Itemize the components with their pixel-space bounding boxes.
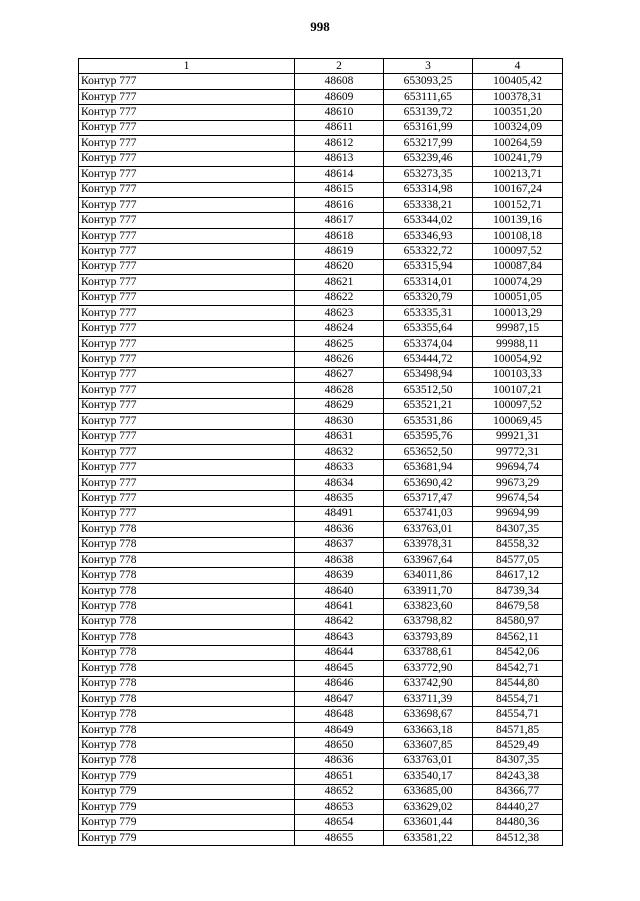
table-row [79,197,563,212]
coordinate-y-cell: 84580,97 [473,614,563,629]
table-row [79,722,563,737]
point-number-cell: 48653 [295,800,384,815]
coordinate-x-cell: 633742,90 [384,676,473,691]
coordinate-x-cell: 653314,98 [384,182,473,197]
coordinate-x-cell: 633581,22 [384,830,473,845]
point-number-cell: 48646 [295,676,384,691]
table-row [79,784,563,799]
coordinates-table [78,58,563,846]
coordinate-y-cell: 100103,33 [473,367,563,382]
point-number-cell: 48628 [295,383,384,398]
contour-name-cell: Контур 777 [79,383,295,398]
coordinate-y-cell: 100107,21 [473,383,563,398]
contour-name-cell: Контур 778 [79,553,295,568]
point-number-cell: 48637 [295,537,384,552]
contour-name-cell: Контур 777 [79,321,295,336]
coordinate-y-cell: 84440,27 [473,800,563,815]
coordinate-y-cell: 84739,34 [473,583,563,598]
coordinate-y-cell: 100069,45 [473,414,563,429]
coordinate-x-cell: 653498,94 [384,367,473,382]
coordinate-x-cell: 653139,72 [384,105,473,120]
contour-name-cell: Контур 777 [79,74,295,89]
table-row [79,460,563,475]
point-number-cell: 48639 [295,568,384,583]
contour-name-cell: Контур 777 [79,444,295,459]
coordinate-x-cell: 653111,65 [384,89,473,104]
table-row [79,321,563,336]
point-number-cell: 48621 [295,275,384,290]
point-number-cell: 48636 [295,753,384,768]
coordinate-x-cell: 634011,86 [384,568,473,583]
point-number-cell: 48614 [295,167,384,182]
coordinate-y-cell: 84307,35 [473,522,563,537]
table-row [79,599,563,614]
coordinate-x-cell: 653344,02 [384,213,473,228]
column-header-2: 2 [295,59,384,74]
coordinate-y-cell: 84243,38 [473,769,563,784]
coordinate-y-cell: 100324,09 [473,120,563,135]
point-number-cell: 48612 [295,136,384,151]
table-row [79,475,563,490]
table-row [79,151,563,166]
contour-name-cell: Контур 777 [79,151,295,166]
contour-name-cell: Контур 778 [79,645,295,660]
coordinate-y-cell: 99694,74 [473,460,563,475]
contour-name-cell: Контур 777 [79,367,295,382]
point-number-cell: 48650 [295,738,384,753]
point-number-cell: 48638 [295,553,384,568]
table-row [79,336,563,351]
contour-name-cell: Контур 777 [79,275,295,290]
contour-name-cell: Контур 777 [79,506,295,521]
coordinate-x-cell: 633711,39 [384,691,473,706]
coordinate-x-cell: 633698,67 [384,707,473,722]
point-number-cell: 48624 [295,321,384,336]
contour-name-cell: Контур 778 [79,676,295,691]
contour-name-cell: Контур 777 [79,213,295,228]
table-row [79,553,563,568]
contour-name-cell: Контур 778 [79,661,295,676]
coordinate-x-cell: 653315,94 [384,259,473,274]
coordinate-x-cell: 653690,42 [384,475,473,490]
point-number-cell: 48647 [295,691,384,706]
table-row [79,830,563,845]
point-number-cell: 48649 [295,722,384,737]
point-number-cell: 48633 [295,460,384,475]
point-number-cell: 48609 [295,89,384,104]
coordinate-y-cell: 99694,99 [473,506,563,521]
point-number-cell: 48613 [295,151,384,166]
point-number-cell: 48643 [295,630,384,645]
coordinate-y-cell: 84554,71 [473,707,563,722]
contour-name-cell: Контур 777 [79,352,295,367]
contour-name-cell: Контур 778 [79,568,295,583]
coordinate-y-cell: 84307,35 [473,753,563,768]
coordinate-x-cell: 633798,82 [384,614,473,629]
point-number-cell: 48635 [295,491,384,506]
coordinate-x-cell: 633685,00 [384,784,473,799]
coordinate-x-cell: 653320,79 [384,290,473,305]
coordinate-y-cell: 84617,12 [473,568,563,583]
coordinate-y-cell: 100087,84 [473,259,563,274]
coordinate-y-cell: 84512,38 [473,830,563,845]
table-row [79,522,563,537]
coordinate-x-cell: 653374,04 [384,336,473,351]
contour-name-cell: Контур 779 [79,815,295,830]
table-row [79,444,563,459]
coordinate-y-cell: 100097,52 [473,398,563,413]
point-number-cell: 48631 [295,429,384,444]
coordinate-x-cell: 653338,21 [384,197,473,212]
coordinate-y-cell: 99988,11 [473,336,563,351]
coordinate-x-cell: 653217,99 [384,136,473,151]
coordinate-y-cell: 100051,05 [473,290,563,305]
coordinate-x-cell: 653595,76 [384,429,473,444]
coordinate-x-cell: 653681,94 [384,460,473,475]
page-number: 998 [310,19,330,34]
coordinate-x-cell: 633772,90 [384,661,473,676]
contour-name-cell: Контур 778 [79,691,295,706]
coordinate-y-cell: 100097,52 [473,244,563,259]
table-row [79,800,563,815]
column-header-4: 4 [473,59,563,74]
coordinate-y-cell: 84571,85 [473,722,563,737]
point-number-cell: 48651 [295,769,384,784]
coordinate-y-cell: 84366,77 [473,784,563,799]
coordinate-y-cell: 84480,36 [473,815,563,830]
point-number-cell: 48491 [295,506,384,521]
contour-name-cell: Контур 777 [79,120,295,135]
coordinate-x-cell: 633788,61 [384,645,473,660]
coordinate-y-cell: 100152,71 [473,197,563,212]
point-number-cell: 48629 [295,398,384,413]
table-row [79,89,563,104]
coordinate-x-cell: 653355,64 [384,321,473,336]
coordinate-y-cell: 84542,71 [473,661,563,676]
table-row [79,568,563,583]
contour-name-cell: Контур 777 [79,259,295,274]
table-row [79,367,563,382]
contour-name-cell: Контур 777 [79,290,295,305]
point-number-cell: 48652 [295,784,384,799]
coordinate-x-cell: 653444,72 [384,352,473,367]
table-row [79,707,563,722]
table-row [79,383,563,398]
point-number-cell: 48611 [295,120,384,135]
coordinate-y-cell: 84558,32 [473,537,563,552]
table-row [79,213,563,228]
coordinate-x-cell: 633967,64 [384,553,473,568]
coordinate-y-cell: 99987,15 [473,321,563,336]
coordinate-x-cell: 633911,70 [384,583,473,598]
coordinate-y-cell: 100139,16 [473,213,563,228]
coordinate-x-cell: 653239,46 [384,151,473,166]
coordinate-y-cell: 100241,79 [473,151,563,166]
contour-name-cell: Контур 777 [79,228,295,243]
contour-name-cell: Контур 778 [79,583,295,598]
table-row [79,753,563,768]
table-row [79,630,563,645]
table-row [79,429,563,444]
coordinate-x-cell: 653314,01 [384,275,473,290]
coordinate-x-cell: 653335,31 [384,306,473,321]
point-number-cell: 48625 [295,336,384,351]
coordinate-x-cell: 653273,35 [384,167,473,182]
contour-name-cell: Контур 777 [79,398,295,413]
contour-name-cell: Контур 777 [79,414,295,429]
table-row [79,661,563,676]
coordinate-x-cell: 633663,18 [384,722,473,737]
point-number-cell: 48617 [295,213,384,228]
contour-name-cell: Контур 777 [79,429,295,444]
contour-name-cell: Контур 777 [79,336,295,351]
point-number-cell: 48640 [295,583,384,598]
coordinate-y-cell: 100378,31 [473,89,563,104]
table-row [79,228,563,243]
coordinate-x-cell: 633540,17 [384,769,473,784]
point-number-cell: 48642 [295,614,384,629]
table-row [79,136,563,151]
column-header-1: 1 [79,59,295,74]
point-number-cell: 48634 [295,475,384,490]
contour-name-cell: Контур 779 [79,800,295,815]
contour-name-cell: Контур 778 [79,738,295,753]
point-number-cell: 48641 [295,599,384,614]
coordinate-y-cell: 99772,31 [473,444,563,459]
contour-name-cell: Контур 777 [79,491,295,506]
table-row [79,182,563,197]
coordinate-y-cell: 84679,58 [473,599,563,614]
coordinate-x-cell: 653346,93 [384,228,473,243]
contour-name-cell: Контур 777 [79,475,295,490]
table-row [79,414,563,429]
point-number-cell: 48622 [295,290,384,305]
coordinate-x-cell: 633978,31 [384,537,473,552]
table-row [79,290,563,305]
table-row [79,275,563,290]
point-number-cell: 48608 [295,74,384,89]
table-body [79,74,563,846]
table-row [79,352,563,367]
table-row [79,398,563,413]
contour-name-cell: Контур 778 [79,614,295,629]
coordinate-y-cell: 100405,42 [473,74,563,89]
point-number-cell: 48620 [295,259,384,274]
contour-name-cell: Контур 778 [79,753,295,768]
point-number-cell: 48616 [295,197,384,212]
table-row [79,815,563,830]
point-number-cell: 48627 [295,367,384,382]
coordinate-y-cell: 100054,92 [473,352,563,367]
table-row [79,167,563,182]
contour-name-cell: Контур 778 [79,707,295,722]
point-number-cell: 48623 [295,306,384,321]
coordinate-x-cell: 633793,89 [384,630,473,645]
point-number-cell: 48626 [295,352,384,367]
coordinate-y-cell: 100108,18 [473,228,563,243]
table-row [79,120,563,135]
coordinate-x-cell: 653093,25 [384,74,473,89]
contour-name-cell: Контур 777 [79,182,295,197]
table-row [79,506,563,521]
contour-name-cell: Контур 778 [79,522,295,537]
point-number-cell: 48648 [295,707,384,722]
table-row [79,645,563,660]
table-row [79,105,563,120]
coordinate-x-cell: 653531,86 [384,414,473,429]
table-row [79,583,563,598]
table-header-row [79,59,563,74]
contour-name-cell: Контур 779 [79,830,295,845]
coordinate-y-cell: 100074,29 [473,275,563,290]
coordinate-x-cell: 653512,50 [384,383,473,398]
table-row [79,614,563,629]
coordinate-y-cell: 100013,29 [473,306,563,321]
table-row [79,537,563,552]
coordinate-y-cell: 84542,06 [473,645,563,660]
contour-name-cell: Контур 779 [79,769,295,784]
coordinate-y-cell: 84529,49 [473,738,563,753]
coordinate-y-cell: 100264,59 [473,136,563,151]
coordinate-x-cell: 633823,60 [384,599,473,614]
table-row [79,691,563,706]
table-row [79,676,563,691]
contour-name-cell: Контур 777 [79,306,295,321]
coordinate-y-cell: 99674,54 [473,491,563,506]
coordinate-y-cell: 84554,71 [473,691,563,706]
coordinate-y-cell: 100167,24 [473,182,563,197]
table-row [79,244,563,259]
contour-name-cell: Контур 777 [79,105,295,120]
point-number-cell: 48655 [295,830,384,845]
coordinate-x-cell: 653521,21 [384,398,473,413]
point-number-cell: 48636 [295,522,384,537]
table-row [79,491,563,506]
table-row [79,259,563,274]
coordinate-x-cell: 653322,72 [384,244,473,259]
point-number-cell: 48654 [295,815,384,830]
column-header-3: 3 [384,59,473,74]
coordinate-x-cell: 633763,01 [384,522,473,537]
coordinate-x-cell: 653652,50 [384,444,473,459]
table-row [79,769,563,784]
coordinate-x-cell: 633601,44 [384,815,473,830]
coordinate-y-cell: 99673,29 [473,475,563,490]
contour-name-cell: Контур 778 [79,722,295,737]
point-number-cell: 48619 [295,244,384,259]
coordinate-x-cell: 633629,02 [384,800,473,815]
point-number-cell: 48615 [295,182,384,197]
contour-name-cell: Контур 777 [79,136,295,151]
contour-name-cell: Контур 777 [79,167,295,182]
contour-name-cell: Контур 779 [79,784,295,799]
point-number-cell: 48644 [295,645,384,660]
contour-name-cell: Контур 778 [79,630,295,645]
coordinate-y-cell: 100351,20 [473,105,563,120]
contour-name-cell: Контур 778 [79,599,295,614]
table-row [79,306,563,321]
coordinate-x-cell: 653717,47 [384,491,473,506]
contour-name-cell: Контур 777 [79,244,295,259]
coordinate-y-cell: 84562,11 [473,630,563,645]
coordinate-x-cell: 633763,01 [384,753,473,768]
coordinate-x-cell: 633607,85 [384,738,473,753]
point-number-cell: 48618 [295,228,384,243]
table-row [79,74,563,89]
table-row [79,738,563,753]
point-number-cell: 48630 [295,414,384,429]
coordinate-y-cell: 84577,05 [473,553,563,568]
coordinate-y-cell: 100213,71 [473,167,563,182]
coordinate-y-cell: 84544,80 [473,676,563,691]
contour-name-cell: Контур 777 [79,460,295,475]
contour-name-cell: Контур 777 [79,89,295,104]
contour-name-cell: Контур 777 [79,197,295,212]
coordinate-x-cell: 653161,99 [384,120,473,135]
point-number-cell: 48632 [295,444,384,459]
coordinate-x-cell: 653741,03 [384,506,473,521]
point-number-cell: 48645 [295,661,384,676]
contour-name-cell: Контур 778 [79,537,295,552]
point-number-cell: 48610 [295,105,384,120]
coordinate-y-cell: 99921,31 [473,429,563,444]
